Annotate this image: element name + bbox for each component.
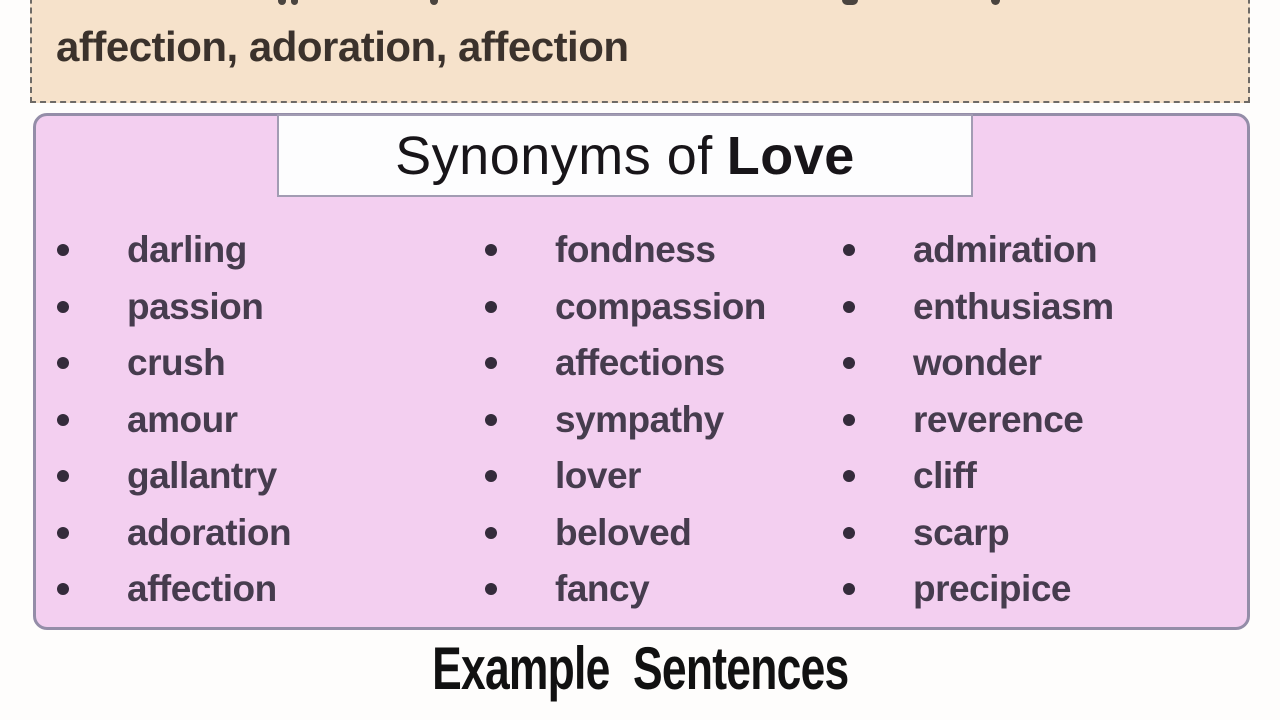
synonym-item: compassion bbox=[485, 279, 766, 336]
synonym-item: fondness bbox=[485, 222, 766, 279]
synonym-item: affections bbox=[485, 335, 766, 392]
synonym-item: wonder bbox=[843, 335, 1114, 392]
vocabulary-strip-box bbox=[30, 0, 1250, 103]
synonym-column-3 bbox=[843, 222, 1114, 618]
synonym-item: admiration bbox=[843, 222, 1114, 279]
synonym-item: lover bbox=[485, 448, 766, 505]
synonym-column-2 bbox=[485, 222, 766, 618]
synonym-item: crush bbox=[57, 335, 291, 392]
synonym-item: reverence bbox=[843, 392, 1114, 449]
synonyms-title-regular: Synonyms of bbox=[395, 125, 713, 186]
example-sentences-heading: Example Sentences bbox=[431, 635, 849, 702]
synonym-item: cliff bbox=[843, 448, 1114, 505]
synonym-item: enthusiasm bbox=[843, 279, 1114, 336]
synonym-item: passion bbox=[57, 279, 291, 336]
synonym-item: affection bbox=[57, 561, 291, 618]
synonym-item: scarp bbox=[843, 505, 1114, 562]
clipped-line-remnant bbox=[842, 0, 858, 5]
synonym-item: adoration bbox=[57, 505, 291, 562]
vocabulary-strip-text: affection, adoration, affection bbox=[56, 23, 629, 70]
synonym-item: sympathy bbox=[485, 392, 766, 449]
synonym-item: beloved bbox=[485, 505, 766, 562]
synonym-item: darling bbox=[57, 222, 291, 279]
synonym-item: precipice bbox=[843, 561, 1114, 618]
synonyms-title bbox=[395, 125, 855, 187]
example-sentences-section bbox=[0, 634, 1280, 703]
synonyms-title-box bbox=[277, 114, 973, 197]
synonym-item: fancy bbox=[485, 561, 766, 618]
synonym-item: gallantry bbox=[57, 448, 291, 505]
synonyms-title-bold: Love bbox=[726, 125, 855, 186]
synonym-item: amour bbox=[57, 392, 291, 449]
synonym-column-1 bbox=[57, 222, 291, 618]
